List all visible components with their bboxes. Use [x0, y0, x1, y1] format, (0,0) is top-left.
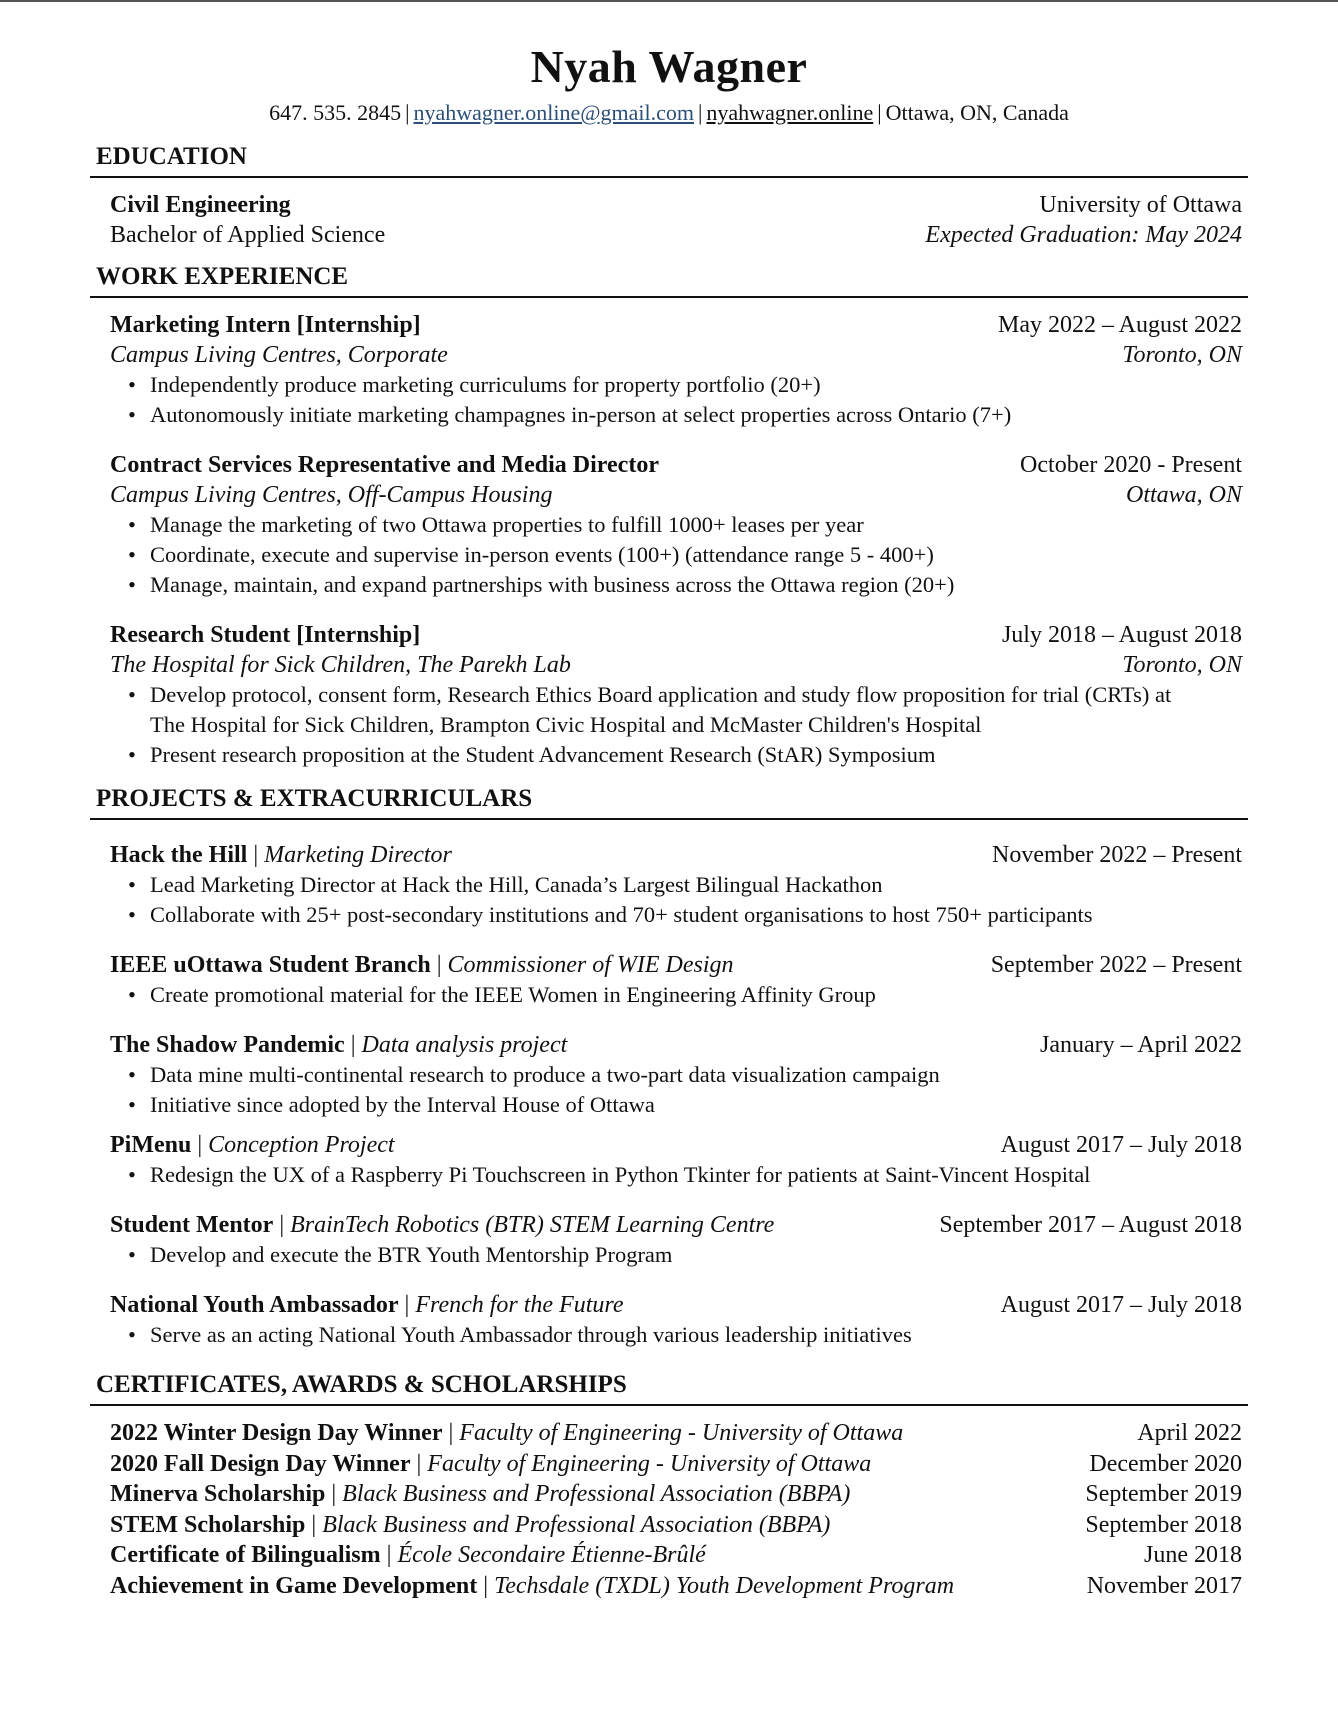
project-dates: November 2022 – Present	[992, 842, 1242, 868]
award-date: September 2018	[1085, 1511, 1242, 1538]
award-row: STEM Scholarship | Black Business and Professional Association (BBPA) September 2018	[90, 1510, 1248, 1541]
award-row: Minerva Scholarship | Black Business and Professional Association (BBPA) September 2019	[90, 1479, 1248, 1510]
project-name: PiMenu	[110, 1132, 192, 1158]
bullet-item: • Initiative since adopted by the Interval House of Ottawa	[128, 1090, 1248, 1120]
project-dates: August 2017 – July 2018	[1000, 1292, 1242, 1318]
job-role: Contract Services Representative and Media Director	[110, 452, 659, 478]
school-name: University of Ottawa	[1039, 192, 1242, 218]
job-location: Toronto, ON	[1122, 342, 1242, 368]
bullet-item: • Manage the marketing of two Ottawa properties to fulfill 1000+ leases per year	[128, 510, 1248, 540]
project-dates: September 2022 – Present	[990, 952, 1242, 978]
job-organization: Campus Living Centres, Off-Campus Housing	[110, 482, 553, 508]
job-dates: July 2018 – August 2018	[1001, 622, 1242, 648]
award-name: 2022 Winter Design Day Winner	[110, 1420, 443, 1446]
bullet-item: • Redesign the UX of a Raspberry Pi Touchscreen in Python Tkinter for patients at Saint-Vincent Hospital	[128, 1160, 1248, 1190]
candidate-name: Nyah Wagner	[530, 41, 808, 92]
section-divider	[90, 296, 1248, 298]
project-dates: August 2017 – July 2018	[1000, 1132, 1242, 1158]
job-dates: October 2020 - Present	[1020, 452, 1242, 478]
bullet-item: • Manage, maintain, and expand partnerships with business across the Ottawa region (20+)	[128, 570, 1248, 600]
project-dates: January – April 2022	[1040, 1032, 1242, 1058]
award-issuer: Black Business and Professional Association (BBPA)	[322, 1511, 831, 1538]
project-name: The Shadow Pandemic	[110, 1032, 345, 1058]
project-role: Conception Project	[208, 1132, 395, 1158]
section-divider	[90, 176, 1248, 178]
project-role: French for the Future	[415, 1292, 624, 1318]
project-name: IEEE uOttawa Student Branch	[110, 952, 431, 978]
project-role: Marketing Director	[264, 842, 452, 868]
resume-page	[90, 38, 1248, 1601]
location: Ottawa, ON, Canada	[885, 100, 1069, 125]
education-section	[90, 142, 1248, 250]
degree-name: Bachelor of Applied Science	[110, 222, 386, 248]
award-row: Certificate of Bilingualism | École Secondaire Étienne-Brûlé June 2018	[90, 1540, 1248, 1571]
job-role: Marketing Intern [Internship]	[110, 312, 421, 338]
job-entry	[90, 620, 1248, 770]
section-title: CERTIFICATES, AWARDS & SCHOLARSHIPS	[96, 1371, 627, 1398]
award-row: 2022 Winter Design Day Winner | Faculty of Engineering - University of Ottawa April 2022	[90, 1418, 1248, 1449]
award-date: September 2019	[1085, 1481, 1242, 1507]
award-date: June 2018	[1144, 1542, 1242, 1568]
award-name: 2020 Fall Design Day Winner	[110, 1450, 411, 1477]
job-organization: Campus Living Centres, Corporate	[110, 342, 448, 368]
award-issuer: Faculty of Engineering - University of Ottawa	[427, 1450, 872, 1477]
award-date: November 2017	[1086, 1572, 1242, 1599]
project-role: BrainTech Robotics (BTR) STEM Learning Centre	[290, 1212, 775, 1238]
phone-number: 647. 535. 2845	[269, 100, 402, 125]
project-entry: The Shadow Pandemic | Data analysis project January – April 2022 • Data mine multi-continental research to produce a two-part data visualization campaign • Initiative since adopted by the Interval House of Ottawa	[90, 1030, 1248, 1120]
project-role: Data analysis project	[361, 1032, 568, 1058]
award-issuer: Faculty of Engineering - University of Ottawa	[459, 1420, 904, 1446]
award-issuer: Techsdale (TXDL) Youth Development Program	[494, 1572, 955, 1599]
bullet-item: • Develop protocol, consent form, Research Ethics Board application and study flow proposition for trial (CRTs) at The Hospital for Sick Children, Brampton Civic Hospital and McMaster Children's Hospital	[128, 680, 1208, 740]
website-link[interactable]: nyahwagner.online	[706, 100, 874, 125]
job-dates: May 2022 – August 2022	[997, 312, 1242, 338]
section-title: WORK EXPERIENCE	[96, 263, 349, 290]
award-issuer: École Secondaire Étienne-Brûlé	[397, 1542, 706, 1568]
page-top-border	[0, 0, 1338, 2]
award-name: Achievement in Game Development	[110, 1572, 478, 1599]
award-date: December 2020	[1089, 1450, 1242, 1477]
separator: |	[877, 100, 882, 125]
section-divider	[90, 818, 1248, 820]
project-entry: National Youth Ambassador | French for the Future August 2017 – July 2018 • Serve as an acting National Youth Ambassador through various leadership initiatives	[90, 1290, 1248, 1350]
project-name: National Youth Ambassador	[110, 1292, 399, 1318]
contact-line	[90, 98, 1248, 128]
graduation-date: Expected Graduation: May 2024	[925, 222, 1242, 248]
project-name: Hack the Hill	[110, 842, 248, 868]
project-entry: IEEE uOttawa Student Branch | Commissioner of WIE Design September 2022 – Present • Create promotional material for the IEEE Women in Engineering Affinity Group	[90, 950, 1248, 1010]
bullet-item: • Independently produce marketing curriculums for property portfolio (20+)	[128, 370, 1248, 400]
job-role: Research Student [Internship]	[110, 622, 421, 648]
separator: |	[698, 100, 703, 125]
award-name: Minerva Scholarship	[110, 1481, 326, 1507]
job-organization: The Hospital for Sick Children, The Parekh Lab	[110, 652, 571, 678]
bullet-item: • Serve as an acting National Youth Ambassador through various leadership initiatives	[128, 1320, 1248, 1350]
job-entry	[90, 310, 1248, 430]
project-entry: Student Mentor | BrainTech Robotics (BTR) STEM Learning Centre September 2017 – August 2018 • Develop and execute the BTR Youth Mentorship Program	[90, 1210, 1248, 1270]
bullet-item: • Data mine multi-continental research to produce a two-part data visualization campaign	[128, 1060, 1248, 1090]
bullet-item: • Coordinate, execute and supervise in-person events (100+) (attendance range 5 - 400+)	[128, 540, 1248, 570]
project-name: Student Mentor	[110, 1212, 274, 1238]
job-location: Toronto, ON	[1122, 652, 1242, 678]
bullet-item: • Develop and execute the BTR Youth Mentorship Program	[128, 1240, 1248, 1270]
program-name: Civil Engineering	[110, 192, 291, 218]
bullet-item: • Collaborate with 25+ post-secondary institutions and 70+ student organisations to host 750+ participants	[128, 900, 1248, 930]
job-entry	[90, 450, 1248, 600]
email-link[interactable]: nyahwagner.online@gmail.com	[413, 100, 695, 125]
award-date: April 2022	[1137, 1420, 1242, 1446]
bullet-item: • Lead Marketing Director at Hack the Hill, Canada’s Largest Bilingual Hackathon	[128, 870, 1248, 900]
job-location: Ottawa, ON	[1125, 482, 1242, 508]
section-title: PROJECTS & EXTRACURRICULARS	[96, 785, 533, 812]
separator: |	[405, 100, 410, 125]
award-name: Certificate of Bilingualism	[110, 1542, 381, 1568]
project-entry: PiMenu | Conception Project August 2017 – July 2018 • Redesign the UX of a Raspberry Pi Touchscreen in Python Tkinter for patients at Saint-Vincent Hospital	[90, 1130, 1248, 1190]
project-role: Commissioner of WIE Design	[447, 952, 734, 978]
award-row: Achievement in Game Development | Techsdale (TXDL) Youth Development Program November 2017	[90, 1571, 1248, 1602]
section-divider	[90, 1404, 1248, 1406]
projects-section	[90, 784, 1248, 1350]
project-dates: September 2017 – August 2018	[939, 1212, 1242, 1238]
work-experience-section	[90, 262, 1248, 770]
award-name: STEM Scholarship	[110, 1511, 306, 1538]
project-entry: Hack the Hill | Marketing Director November 2022 – Present • Lead Marketing Director at Hack the Hill, Canada’s Largest Bilingual Hackathon • Collaborate with 25+ post-secondary institutions and 70+ student organisations to host 750+ participants	[90, 840, 1248, 930]
award-issuer: Black Business and Professional Association (BBPA)	[342, 1481, 851, 1507]
bullet-item: • Autonomously initiate marketing champagnes in-person at select properties across Ontario (7+)	[128, 400, 1248, 430]
awards-section	[90, 1370, 1248, 1601]
section-title: EDUCATION	[96, 143, 247, 170]
bullet-item: • Present research proposition at the Student Advancement Research (StAR) Symposium	[128, 740, 1208, 770]
bullet-item: • Create promotional material for the IEEE Women in Engineering Affinity Group	[128, 980, 1248, 1010]
award-row: 2020 Fall Design Day Winner | Faculty of Engineering - University of Ottawa December 2020	[90, 1449, 1248, 1480]
